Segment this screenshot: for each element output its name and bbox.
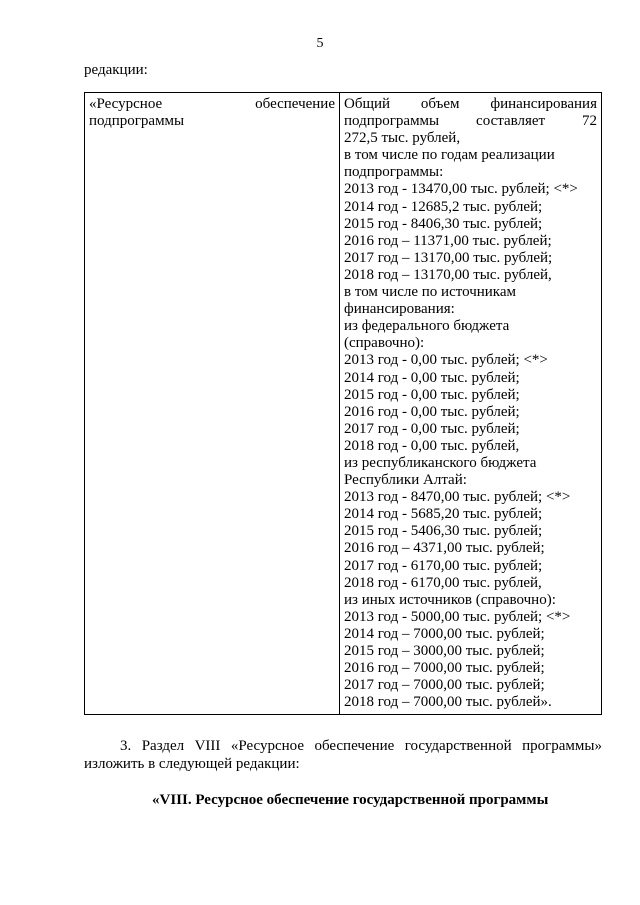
- intro-text: редакции:: [84, 62, 148, 78]
- funding-line: из федерального бюджета: [344, 318, 510, 335]
- funding-word: подпрограммы: [344, 113, 440, 130]
- funding-word: объем: [420, 96, 460, 112]
- funding-word: финансирования: [490, 96, 597, 112]
- funding-line: 2018 год - 6170,00 тыс. рублей,: [344, 574, 542, 591]
- funding-line: 2018 год – 13170,00 тыс. рублей,: [344, 266, 552, 283]
- funding-line: 2017 год - 0,00 тыс. рублей;: [344, 420, 520, 437]
- funding-line: 2018 год - 0,00 тыс. рублей,: [344, 437, 520, 454]
- funding-line: 2017 год – 7000,00 тыс. рублей;: [344, 677, 545, 694]
- funding-line: в том числе по источникам: [344, 284, 517, 301]
- funding-line: Республики Алтай:: [344, 472, 467, 489]
- funding-line: 2015 год - 8406,30 тыс. рублей;: [344, 215, 543, 232]
- resource-table: [84, 92, 602, 715]
- section-heading: «VIII. Ресурсное обеспечение государственной программы: [152, 792, 549, 808]
- funding-line: 2016 год – 4371,00 тыс. рублей;: [344, 540, 545, 557]
- funding-line: 2013 год - 8470,00 тыс. рублей; <*>: [344, 489, 571, 506]
- section-paragraph: [84, 738, 602, 773]
- funding-line: 2013 год - 0,00 тыс. рублей; <*>: [344, 352, 548, 369]
- paragraph-word: государственной: [404, 738, 512, 754]
- funding-word: составляет: [476, 113, 546, 130]
- funding-lines: [344, 130, 597, 711]
- table-row: [85, 93, 602, 715]
- funding-line: 2017 год - 6170,00 тыс. рублей;: [344, 557, 543, 574]
- paragraph-word: обеспечение: [314, 738, 395, 754]
- funding-line: 2015 год – 3000,00 тыс. рублей;: [344, 643, 545, 659]
- funding-line: 272,5 тыс. рублей,: [344, 130, 461, 147]
- funding-line: в том числе по годам реализации: [344, 147, 555, 164]
- funding-line: 2016 год - 0,00 тыс. рублей;: [344, 403, 520, 420]
- funding-line: 2014 год - 12685,2 тыс. рублей;: [344, 198, 543, 215]
- label-line: подпрограммы: [89, 113, 185, 130]
- funding-cell: [340, 93, 602, 715]
- funding-line: 2015 год - 5406,30 тыс. рублей;: [344, 523, 543, 540]
- funding-line: 2018 год – 7000,00 тыс. рублей».: [344, 694, 552, 711]
- funding-word: 72: [582, 113, 597, 130]
- paragraph-word: «Ресурсное: [230, 738, 304, 754]
- funding-line: 2017 год – 13170,00 тыс. рублей;: [344, 249, 553, 266]
- page-number: 5: [316, 36, 324, 51]
- funding-line: 2014 год - 5685,20 тыс. рублей;: [344, 506, 543, 523]
- label-word: «Ресурсное: [89, 96, 163, 112]
- paragraph-word: VIII: [194, 738, 221, 754]
- funding-line: финансирования:: [344, 301, 455, 318]
- funding-line: 2014 год – 7000,00 тыс. рублей;: [344, 625, 545, 642]
- label-word: обеспечение: [255, 96, 335, 112]
- paragraph-word: 3.: [120, 738, 132, 754]
- funding-line: 2015 год - 0,00 тыс. рублей;: [344, 386, 520, 403]
- paragraph-word: Раздел: [141, 738, 185, 754]
- funding-line: 2016 год – 7000,00 тыс. рублей;: [344, 660, 545, 677]
- funding-line: [344, 113, 597, 130]
- funding-line: из иных источников (справочно):: [344, 591, 556, 608]
- paragraph-word: программы»: [522, 738, 602, 754]
- funding-line: 2014 год - 0,00 тыс. рублей;: [344, 369, 520, 386]
- label-line: [89, 96, 335, 113]
- funding-line: 2013 год - 5000,00 тыс. рублей; <*>: [344, 608, 571, 625]
- paragraph-line: [84, 738, 602, 756]
- subprogram-label-cell: [85, 93, 340, 715]
- funding-line: подпрограммы:: [344, 164, 444, 181]
- paragraph-line: изложить в следующей редакции:: [84, 755, 300, 772]
- funding-line: 2013 год - 13470,00 тыс. рублей; <*>: [344, 181, 578, 198]
- funding-line: из республиканского бюджета: [344, 454, 537, 471]
- funding-word: Общий: [344, 96, 391, 112]
- funding-line: [344, 96, 597, 113]
- funding-line: (справочно):: [344, 335, 425, 352]
- funding-line: 2016 год – 11371,00 тыс. рублей;: [344, 232, 552, 249]
